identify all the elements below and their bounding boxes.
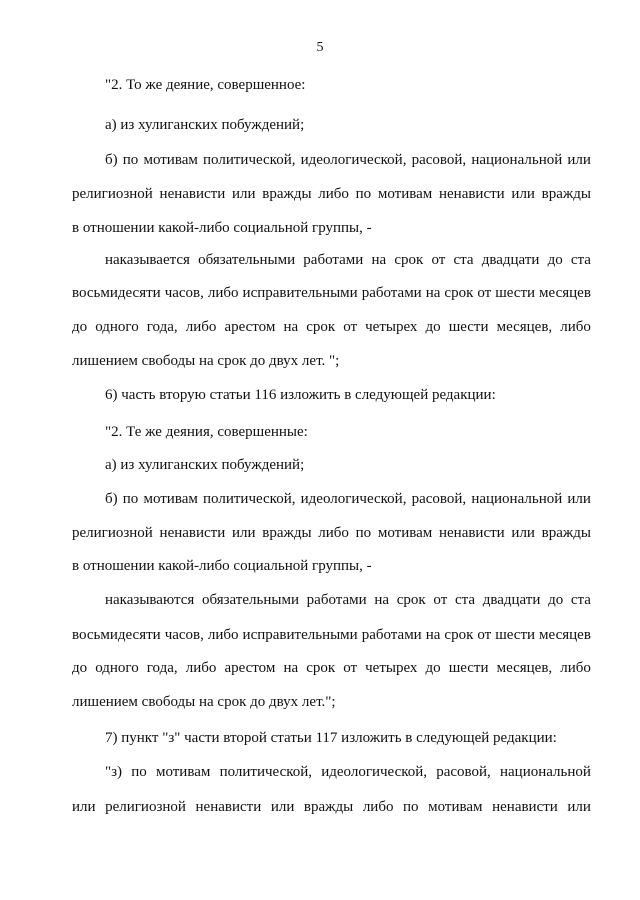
word: шести — [448, 319, 489, 335]
word: или — [231, 525, 256, 541]
word: часов, — [164, 627, 204, 643]
word: ста — [453, 252, 474, 268]
text-line: в отношении какой-либо социальной группы, - — [72, 558, 372, 574]
word: месяцев — [539, 285, 591, 301]
word: либо — [560, 660, 591, 676]
word: по — [403, 799, 419, 815]
word: по — [122, 152, 139, 168]
word: "з) — [105, 764, 123, 780]
word: мотивам — [377, 186, 433, 202]
text-line — [105, 490, 591, 508]
word: расовой, — [411, 491, 467, 507]
word: либо — [185, 319, 217, 335]
word: ненависти — [492, 799, 558, 815]
word: срок — [396, 592, 426, 608]
word: восьмидесяти — [72, 627, 161, 643]
word: арестом — [224, 660, 276, 676]
word: политической, — [219, 764, 313, 780]
text-line: а) из хулиганских побуждений; — [105, 117, 305, 133]
word: месяцев, — [496, 319, 553, 335]
word: обязательными — [201, 592, 299, 608]
word: национальной — [471, 491, 563, 507]
word: одного — [95, 319, 139, 335]
text-line: 6) часть вторую статьи 116 изложить в следующей редакции: — [105, 387, 496, 403]
word: вражды — [303, 799, 354, 815]
text-line — [72, 284, 591, 302]
text-line — [72, 185, 591, 203]
text-line — [105, 251, 591, 269]
word: года, — [146, 660, 178, 676]
word: четырех — [365, 319, 418, 335]
word: до — [425, 319, 441, 335]
word: от — [343, 319, 358, 335]
word: ста — [570, 592, 591, 608]
word: идеологической, — [300, 491, 407, 507]
word: месяцев, — [496, 660, 553, 676]
word: месяцев — [539, 627, 591, 643]
word: либо — [207, 627, 239, 643]
word: либо — [207, 285, 239, 301]
word: идеологической, — [321, 764, 428, 780]
word: срок — [306, 319, 336, 335]
word: от — [433, 592, 448, 608]
word: арестом — [224, 319, 276, 335]
word: на — [283, 660, 299, 676]
word: до — [425, 660, 441, 676]
word: вражды — [262, 186, 312, 202]
word: религиозной — [105, 799, 186, 815]
word: на — [425, 285, 441, 301]
word: шести — [495, 285, 536, 301]
word: ненависти — [159, 186, 226, 202]
word: политической, — [203, 152, 296, 168]
word: исправительными — [242, 627, 358, 643]
word: или — [567, 799, 591, 815]
word: от — [477, 285, 492, 301]
word: мотивам — [155, 764, 211, 780]
text-line: в отношении какой-либо социальной группы, - — [72, 220, 372, 236]
word: б) — [105, 491, 118, 507]
word: ста — [454, 592, 475, 608]
text-line — [72, 524, 591, 542]
word: либо — [318, 525, 349, 541]
text-line — [72, 626, 591, 644]
word: исправительными — [242, 285, 358, 301]
word: часов, — [164, 285, 204, 301]
word: на — [371, 252, 387, 268]
word: религиозной — [72, 186, 153, 202]
text-line: "2. Те же деяния, совершенные: — [105, 424, 308, 440]
word: до — [72, 319, 88, 335]
word: до — [547, 252, 563, 268]
word: или — [72, 799, 96, 815]
word: срок — [394, 252, 424, 268]
text-line — [105, 591, 591, 609]
word: либо — [362, 799, 394, 815]
word: ненависти — [438, 525, 505, 541]
word: ненависти — [159, 525, 226, 541]
word: мотивам — [377, 525, 433, 541]
word: наказываются — [105, 592, 195, 608]
word: мотивам — [143, 491, 198, 507]
word: на — [283, 319, 299, 335]
text-line: лишением свободы на срок до двух лет. "; — [72, 353, 340, 369]
word: до — [72, 660, 88, 676]
word: шести — [495, 627, 536, 643]
word: ненависти — [195, 799, 262, 815]
word: мотивам — [428, 799, 483, 815]
page-number: 5 — [316, 40, 324, 55]
word: или — [270, 799, 295, 815]
text-line — [105, 151, 591, 169]
word: ста — [570, 252, 591, 268]
word: расовой, — [411, 152, 467, 168]
word: работами — [361, 627, 422, 643]
word: религиозной — [72, 525, 153, 541]
word: либо — [560, 319, 591, 335]
word: обязательными — [198, 252, 296, 268]
word: работами — [303, 252, 364, 268]
text-line: "2. То же деяние, совершенное: — [105, 77, 306, 93]
text-line — [72, 318, 591, 336]
text-line: а) из хулиганских побуждений; — [105, 457, 305, 473]
word: национальной — [471, 152, 563, 168]
word: двадцати — [482, 592, 541, 608]
word: или — [567, 491, 591, 507]
word: национальной — [500, 764, 591, 780]
word: работами — [361, 285, 422, 301]
text-line — [72, 798, 591, 816]
word: шести — [448, 660, 489, 676]
word: либо — [318, 186, 349, 202]
word: по — [131, 764, 147, 780]
text-line: лишением свободы на срок до двух лет."; — [72, 694, 336, 710]
word: или — [567, 152, 591, 168]
text-line — [72, 659, 591, 677]
word: вражды — [262, 525, 312, 541]
word: либо — [185, 660, 217, 676]
word: срок — [306, 660, 336, 676]
text-line — [105, 763, 591, 781]
word: года, — [146, 319, 178, 335]
word: вражды — [541, 186, 591, 202]
word: на — [425, 627, 441, 643]
word: от — [343, 660, 358, 676]
word: или — [231, 186, 256, 202]
word: работами — [306, 592, 367, 608]
word: политической, — [203, 491, 296, 507]
text-line: 7) пункт "з" части второй статьи 117 изложить в следующей редакции: — [105, 730, 557, 746]
word: наказывается — [105, 252, 190, 268]
word: срок — [444, 285, 474, 301]
word: двадцати — [481, 252, 540, 268]
word: или — [511, 186, 535, 202]
word: по — [122, 491, 139, 507]
word: от — [431, 252, 446, 268]
word: мотивам — [143, 152, 198, 168]
word: расовой, — [436, 764, 491, 780]
word: или — [511, 525, 535, 541]
word: идеологической, — [300, 152, 407, 168]
word: ненависти — [438, 186, 505, 202]
word: одного — [95, 660, 139, 676]
word: по — [355, 186, 372, 202]
word: б) — [105, 152, 118, 168]
word: на — [374, 592, 390, 608]
word: вражды — [541, 525, 591, 541]
word: по — [355, 525, 372, 541]
word: от — [477, 627, 492, 643]
word: срок — [444, 627, 474, 643]
word: четырех — [365, 660, 418, 676]
word: восьмидесяти — [72, 285, 161, 301]
word: до — [548, 592, 564, 608]
